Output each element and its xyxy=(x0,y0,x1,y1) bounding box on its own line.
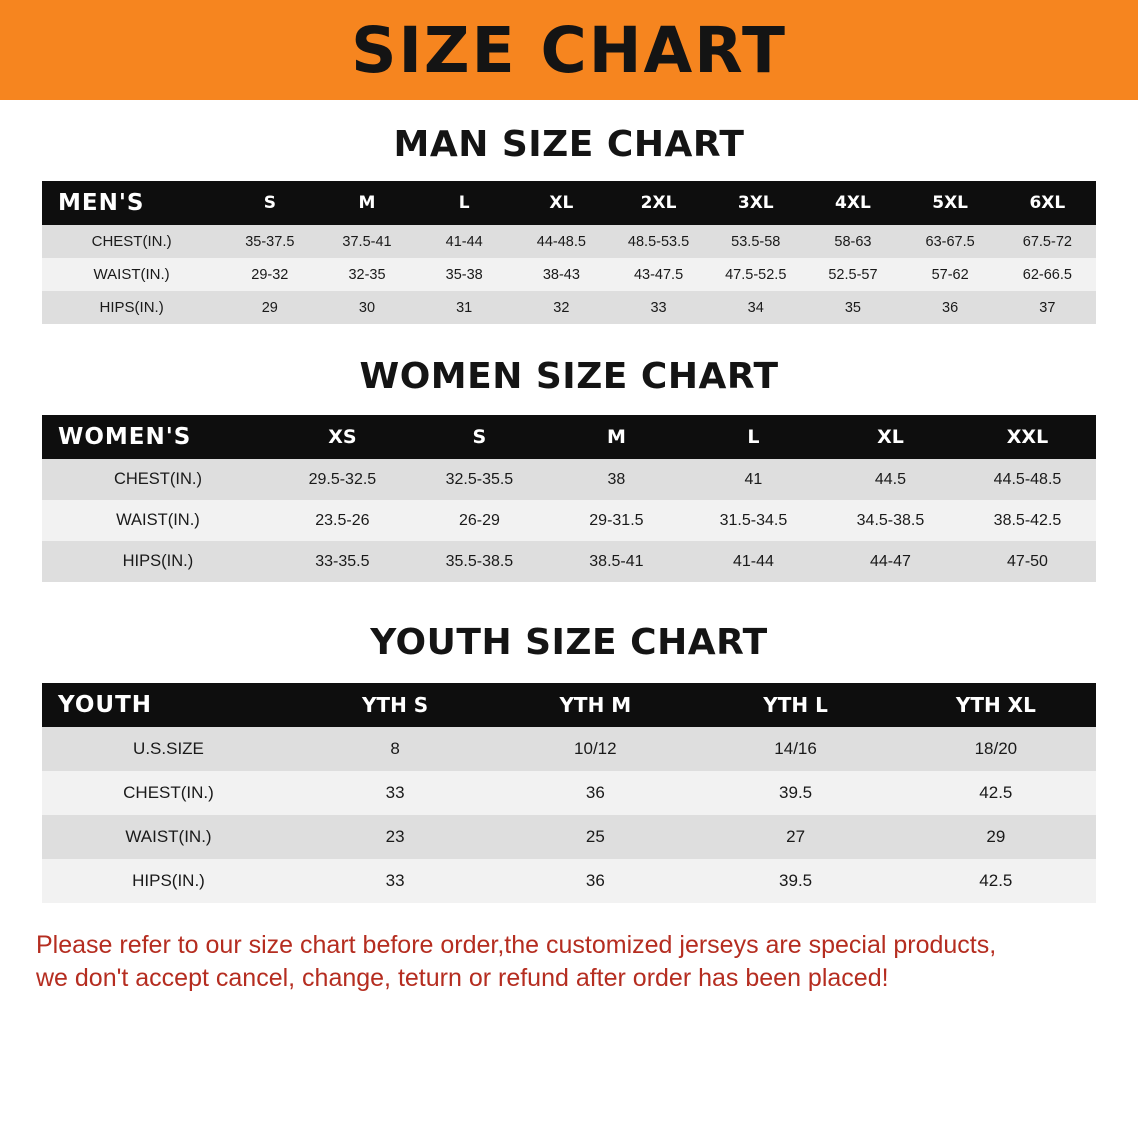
man-col-4: 2XL xyxy=(610,181,707,225)
youth-col-3: YTH XL xyxy=(896,683,1096,727)
women-cell-2-2: 38.5-41 xyxy=(548,541,685,582)
man-cell-2-4: 33 xyxy=(610,291,707,324)
women-cell-2-4: 44-47 xyxy=(822,541,959,582)
man-table-wrapper xyxy=(42,181,1096,324)
women-header-row xyxy=(42,415,1096,459)
youth-cell-3-0: 33 xyxy=(295,859,495,903)
women-cell-0-5: 44.5-48.5 xyxy=(959,459,1096,500)
table-row xyxy=(42,771,1096,815)
man-cell-1-5: 47.5-52.5 xyxy=(707,258,804,291)
header-banner xyxy=(0,0,1138,100)
women-cell-1-1: 26-29 xyxy=(411,500,548,541)
women-cell-1-5: 38.5-42.5 xyxy=(959,500,1096,541)
man-col-8: 6XL xyxy=(999,181,1096,225)
women-cell-2-0: 33-35.5 xyxy=(274,541,411,582)
man-cell-0-7: 63-67.5 xyxy=(902,225,999,258)
man-cell-0-2: 41-44 xyxy=(416,225,513,258)
women-col-2: M xyxy=(548,415,685,459)
women-cell-1-4: 34.5-38.5 xyxy=(822,500,959,541)
man-row-label-2: HIPS(IN.) xyxy=(42,291,221,324)
man-cell-1-8: 62-66.5 xyxy=(999,258,1096,291)
youth-table-wrapper xyxy=(42,683,1096,903)
policy-note-line-1: Please refer to our size chart before order,the customized jerseys are special products, xyxy=(36,931,997,959)
women-cell-0-2: 38 xyxy=(548,459,685,500)
youth-row-label-1: CHEST(IN.) xyxy=(42,771,295,815)
women-row-label-2: HIPS(IN.) xyxy=(42,541,274,582)
women-cell-2-3: 41-44 xyxy=(685,541,822,582)
youth-row-header: YOUTH xyxy=(42,683,295,727)
women-size-table xyxy=(42,415,1096,582)
table-row xyxy=(42,225,1096,258)
table-row xyxy=(42,727,1096,771)
man-table-head xyxy=(42,181,1096,225)
youth-col-0: YTH S xyxy=(295,683,495,727)
man-cell-0-3: 44-48.5 xyxy=(513,225,610,258)
man-cell-2-0: 29 xyxy=(221,291,318,324)
man-col-3: XL xyxy=(513,181,610,225)
women-cell-1-2: 29-31.5 xyxy=(548,500,685,541)
man-cell-0-8: 67.5-72 xyxy=(999,225,1096,258)
man-cell-1-2: 35-38 xyxy=(416,258,513,291)
man-col-5: 3XL xyxy=(707,181,804,225)
man-cell-0-0: 35-37.5 xyxy=(221,225,318,258)
youth-cell-1-0: 33 xyxy=(295,771,495,815)
youth-col-2: YTH L xyxy=(695,683,895,727)
policy-note-line-2: we don't accept cancel, change, teturn or refund after order has been placed! xyxy=(36,964,889,992)
man-col-0: S xyxy=(221,181,318,225)
women-col-1: S xyxy=(411,415,548,459)
man-cell-0-1: 37.5-41 xyxy=(318,225,415,258)
women-cell-0-1: 32.5-35.5 xyxy=(411,459,548,500)
women-cell-0-3: 41 xyxy=(685,459,822,500)
man-cell-1-7: 57-62 xyxy=(902,258,999,291)
man-header-row xyxy=(42,181,1096,225)
youth-row-label-3: HIPS(IN.) xyxy=(42,859,295,903)
man-cell-2-8: 37 xyxy=(999,291,1096,324)
man-row-label-1: WAIST(IN.) xyxy=(42,258,221,291)
man-cell-1-3: 38-43 xyxy=(513,258,610,291)
women-col-5: XXL xyxy=(959,415,1096,459)
women-row-label-1: WAIST(IN.) xyxy=(42,500,274,541)
women-row-header: WOMEN'S xyxy=(42,415,274,459)
youth-row-label-2: WAIST(IN.) xyxy=(42,815,295,859)
youth-cell-3-2: 39.5 xyxy=(695,859,895,903)
table-row xyxy=(42,815,1096,859)
table-row xyxy=(42,291,1096,324)
youth-cell-3-1: 36 xyxy=(495,859,695,903)
table-row xyxy=(42,541,1096,582)
youth-cell-2-0: 23 xyxy=(295,815,495,859)
youth-cell-2-2: 27 xyxy=(695,815,895,859)
youth-cell-1-2: 39.5 xyxy=(695,771,895,815)
man-cell-2-1: 30 xyxy=(318,291,415,324)
youth-cell-0-1: 10/12 xyxy=(495,727,695,771)
table-row xyxy=(42,258,1096,291)
man-col-6: 4XL xyxy=(804,181,901,225)
youth-cell-0-3: 18/20 xyxy=(896,727,1096,771)
man-row-header: MEN'S xyxy=(42,181,221,225)
table-row xyxy=(42,459,1096,500)
women-col-3: L xyxy=(685,415,822,459)
youth-cell-1-3: 42.5 xyxy=(896,771,1096,815)
youth-cell-3-3: 42.5 xyxy=(896,859,1096,903)
man-cell-1-1: 32-35 xyxy=(318,258,415,291)
youth-col-1: YTH M xyxy=(495,683,695,727)
youth-size-table xyxy=(42,683,1096,903)
women-cell-0-4: 44.5 xyxy=(822,459,959,500)
man-cell-1-4: 43-47.5 xyxy=(610,258,707,291)
man-col-1: M xyxy=(318,181,415,225)
man-cell-1-6: 52.5-57 xyxy=(804,258,901,291)
man-size-table xyxy=(42,181,1096,324)
youth-row-label-0: U.S.SIZE xyxy=(42,727,295,771)
women-table-wrapper xyxy=(42,415,1096,582)
man-cell-0-6: 58-63 xyxy=(804,225,901,258)
man-cell-0-4: 48.5-53.5 xyxy=(610,225,707,258)
youth-cell-0-2: 14/16 xyxy=(695,727,895,771)
youth-cell-1-1: 36 xyxy=(495,771,695,815)
man-cell-2-5: 34 xyxy=(707,291,804,324)
youth-table-head xyxy=(42,683,1096,727)
women-row-label-0: CHEST(IN.) xyxy=(42,459,274,500)
man-cell-2-7: 36 xyxy=(902,291,999,324)
man-col-2: L xyxy=(416,181,513,225)
man-cell-2-2: 31 xyxy=(416,291,513,324)
youth-cell-2-1: 25 xyxy=(495,815,695,859)
man-cell-0-5: 53.5-58 xyxy=(707,225,804,258)
policy-note xyxy=(36,929,1102,995)
women-col-4: XL xyxy=(822,415,959,459)
youth-header-row xyxy=(42,683,1096,727)
man-row-label-0: CHEST(IN.) xyxy=(42,225,221,258)
women-table-body xyxy=(42,459,1096,582)
man-section-title: MAN SIZE CHART xyxy=(393,124,745,165)
women-table-head xyxy=(42,415,1096,459)
man-cell-1-0: 29-32 xyxy=(221,258,318,291)
women-cell-1-0: 23.5-26 xyxy=(274,500,411,541)
youth-cell-0-0: 8 xyxy=(295,727,495,771)
page-title: SIZE CHART xyxy=(351,13,787,87)
table-row xyxy=(42,859,1096,903)
youth-section-title: YOUTH SIZE CHART xyxy=(370,622,768,663)
women-cell-2-1: 35.5-38.5 xyxy=(411,541,548,582)
women-cell-1-3: 31.5-34.5 xyxy=(685,500,822,541)
youth-table-body xyxy=(42,727,1096,903)
man-cell-2-3: 32 xyxy=(513,291,610,324)
man-cell-2-6: 35 xyxy=(804,291,901,324)
women-col-0: XS xyxy=(274,415,411,459)
women-cell-0-0: 29.5-32.5 xyxy=(274,459,411,500)
women-section-title: WOMEN SIZE CHART xyxy=(359,356,779,397)
table-row xyxy=(42,500,1096,541)
man-table-body xyxy=(42,225,1096,324)
youth-cell-2-3: 29 xyxy=(896,815,1096,859)
man-col-7: 5XL xyxy=(902,181,999,225)
women-cell-2-5: 47-50 xyxy=(959,541,1096,582)
